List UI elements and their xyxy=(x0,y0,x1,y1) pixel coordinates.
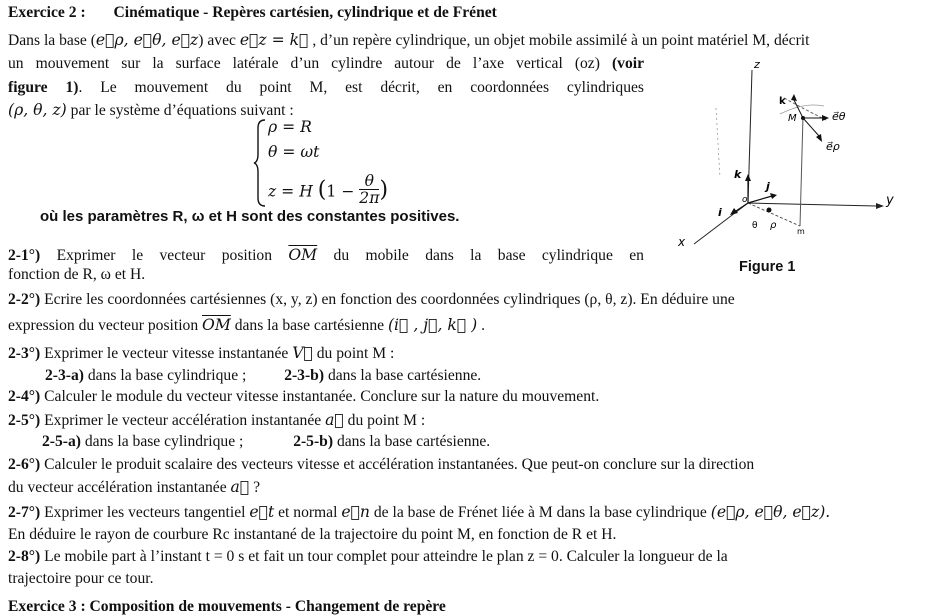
eq-rho: ρ = R xyxy=(268,118,312,136)
question-2-6-line-2: du vecteur accélération instantanée a⃗ ? xyxy=(8,478,261,496)
question-2-1-line-2: fonction de R, ω et H. xyxy=(8,266,146,283)
j-label: j xyxy=(766,180,770,193)
exercise-title xyxy=(8,3,497,23)
theta-label: θ xyxy=(752,221,758,231)
exercise-label: Exercice 2 : xyxy=(8,4,86,21)
question-2-7: 2-7°) Exprimer les vecteurs tangentiel e⃗t et normal e⃗n de la base de Frénet liée à M dans la base cylindrique (e⃗ρ, e⃗θ, e⃗z). xyxy=(8,503,831,521)
x-label: x xyxy=(678,235,686,248)
vector-a: a⃗ xyxy=(325,411,344,429)
intro-line-2: un mouvement sur la surface latérale d’un cylindre autour de l’axe vertical (oz) (voir xyxy=(8,55,644,72)
y-axis xyxy=(748,203,876,206)
intro-line-3: figure 1). Le mouvement du point M, est décrit, en coordonnées cylindriques xyxy=(8,79,644,96)
question-2-4: 2-4°) Calculer le module du vecteur vitesse instantanée. Conclure sur la nature du mouvement. xyxy=(8,388,600,405)
cylinder-edge xyxy=(716,108,720,178)
question-2-2-line-2: expression du vecteur position $\overline{OM}$ dans la base cartésienne (i⃗ , j⃗, k⃗ ) . xyxy=(8,316,486,334)
question-2-6: 2-6°) Calculer le produit scalaire des vecteurs vitesse et accélération instantanées. Que peut-on conclure sur la direction xyxy=(8,456,755,473)
next-exercise-heading: Exercice 3 : Composition de mouvements - Changement de repère xyxy=(8,598,446,615)
cyl-basis-2: (e⃗ρ, e⃗θ, e⃗z). xyxy=(710,503,831,521)
vector-et: e⃗t xyxy=(249,503,275,521)
z-label: z xyxy=(754,58,760,71)
exercise-heading: Cinématique - Repères cartésien, cylindrique et de Frénet xyxy=(113,4,497,21)
eq-frac-den: 2π xyxy=(359,189,380,207)
ez-equals-k: e⃗z = k⃗ xyxy=(239,31,309,49)
i-label: i xyxy=(718,206,722,219)
vector-om-2: $\overline{OM}$ xyxy=(202,316,231,334)
cyl-basis: e⃗ρ, e⃗θ, e⃗z xyxy=(95,31,199,49)
cartesian-basis: (i⃗ , j⃗, k⃗ ) xyxy=(387,316,478,334)
question-2-7-line-2: En déduire le rayon de courbure Rc instantané de la trajectoire du point M, en fonction de R et H. xyxy=(8,526,617,543)
origin-label: o xyxy=(742,195,748,205)
rho-label: ρ xyxy=(770,220,777,231)
question-2-2: 2-2°) Ecrire les coordonnées cartésiennes (x, y, z) en fonction des coordonnées cylindriques (ρ, θ, z). En déduire une xyxy=(8,291,735,308)
question-2-1: 2-1°) Exprimer le vecteur position $\overline{OM}$ du mobile dans la base cylindrique en xyxy=(8,246,644,264)
e-rho-label: e⃗ρ xyxy=(826,140,840,153)
y-arrow-icon xyxy=(876,203,884,209)
k-label: k xyxy=(734,168,742,181)
vector-om: $\overline{OM}$ xyxy=(288,246,318,264)
e-theta-label: e⃗θ xyxy=(832,110,846,123)
figure-caption: Figure 1 xyxy=(739,259,796,275)
equation-system xyxy=(252,118,422,210)
y-label: y xyxy=(886,193,894,208)
question-2-5-sub: 2-5-a) dans la base cylindrique ; 2-5-b) dans la base cartésienne. xyxy=(42,433,491,450)
eq-frac-num: θ xyxy=(359,173,379,190)
left-brace-icon xyxy=(252,118,268,208)
point-m-label: M xyxy=(788,113,797,124)
cylinder-line xyxy=(800,116,803,226)
question-2-3: 2-3°) Exprimer le vecteur vitesse instantanée V⃗ du point M : xyxy=(8,344,395,362)
figure-1 xyxy=(676,58,926,248)
parameters-note: où les paramètres R, ω et H sont des constantes positives. xyxy=(40,208,460,225)
intro-line-1: Dans la base (e⃗ρ, e⃗θ, e⃗z) avec e⃗z = k⃗ , d’un repère cylindrique, un objet mobile assimilé à un point matériel M, décrit xyxy=(8,31,810,49)
vector-v: V⃗ xyxy=(292,344,313,362)
vector-en: e⃗n xyxy=(341,503,370,521)
eq-theta: θ = ωt xyxy=(268,143,320,161)
m-projection-label: m xyxy=(797,227,805,236)
svg-text:k: k xyxy=(779,96,786,107)
question-2-8: 2-8°) Le mobile part à l’instant t = 0 s et fait un tour complet pour atteindre le plan z = 0. Calculer la longueur de la xyxy=(8,548,728,565)
eq-z: z = H (1 − $\frac{\theta}{2\pi}$ ) xyxy=(268,172,389,207)
question-2-5: 2-5°) Exprimer le vecteur accélération instantanée a⃗ du point M : xyxy=(8,411,426,429)
question-2-3-sub: 2-3-a) dans la base cylindrique ; 2-3-b) dans la base cartésienne. xyxy=(45,367,482,384)
question-2-8-line-2: trajectoire pour ce tour. xyxy=(8,570,154,587)
intro-line-4: (ρ, θ, z) par le système d’équations suivant : xyxy=(8,101,294,119)
